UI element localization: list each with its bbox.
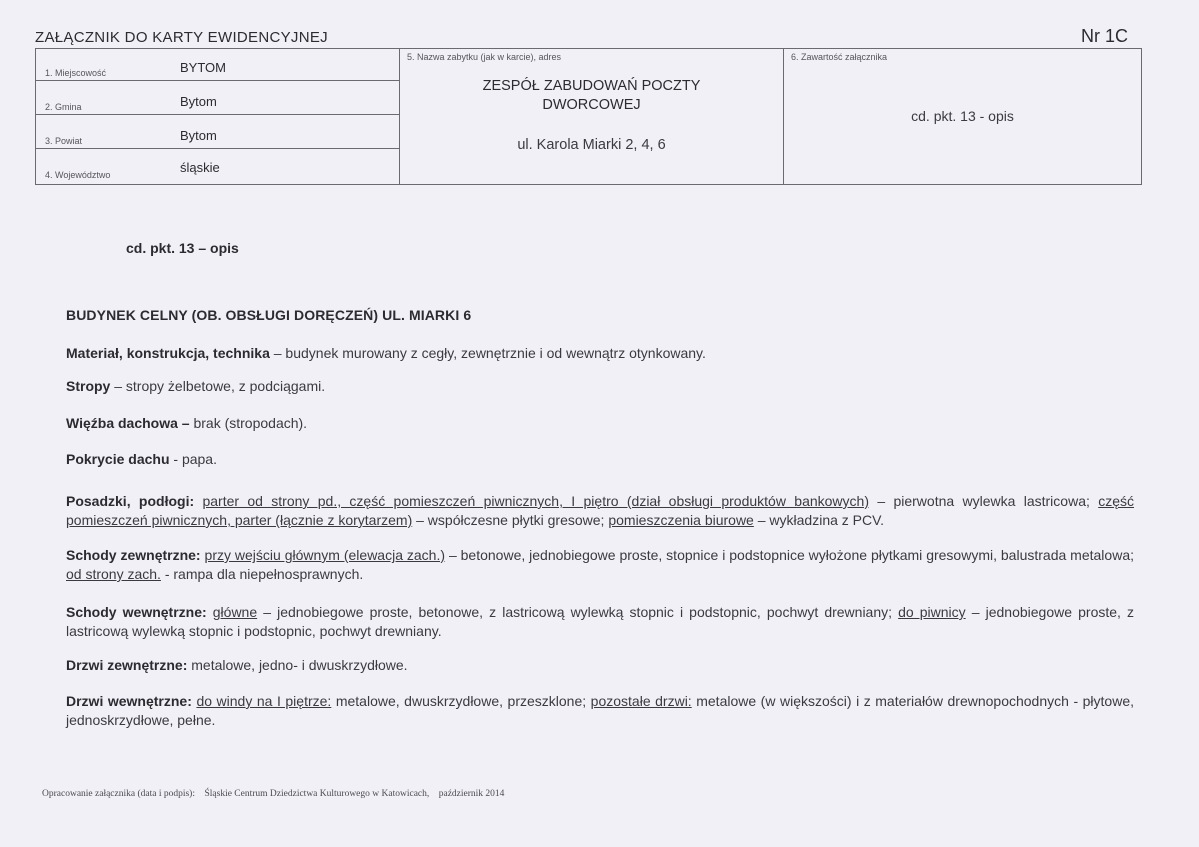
building-title: BUDYNEK CELNY (OB. OBSŁUGI DORĘCZEŃ) UL. MIARKI 6: [66, 307, 472, 323]
gmina-value: Bytom: [180, 94, 217, 109]
field-miejscowosc: [36, 49, 399, 81]
attachment-box: [784, 49, 1141, 184]
schody-zew-label: Schody zewnętrzne:: [66, 547, 201, 563]
card-title: ZAŁĄCZNIK DO KARTY EWIDENCYJNEJ: [35, 29, 328, 46]
monument-address: ul. Karola Miarki 2, 4, 6: [517, 137, 666, 153]
powiat-value: Bytom: [180, 128, 217, 143]
wojewodztwo-label: 4. Województwo: [45, 170, 111, 180]
drzwi-zew-text: metalowe, jedno- i dwuskrzydłowe.: [187, 657, 408, 673]
stropy-paragraph: [66, 377, 1134, 396]
section-reference: cd. pkt. 13 – opis: [126, 240, 239, 256]
stropy-text: – stropy żelbetowe, z podciągami.: [110, 378, 326, 394]
posadzki-paragraph: [66, 492, 1134, 530]
field-wojewodztwo: [36, 149, 399, 184]
posadzki-text-2: – współczesne płytki gresowe;: [412, 512, 609, 528]
monument-name: [400, 77, 783, 115]
attachment-label: 6. Zawartość załącznika: [791, 52, 888, 62]
drzwi-wew-text-1: metalowe, dwuskrzydłowe, przeszklone;: [331, 693, 591, 709]
header-table: [35, 48, 1142, 185]
monument-name-line1: ZESPÓŁ ZABUDOWAŃ POCZTY: [482, 78, 701, 94]
monument-name-line2: DWORCOWEJ: [542, 97, 641, 113]
stropy-label: Stropy: [66, 378, 111, 394]
schody-wew-text-2: – jednobiegowe proste, z lastricową wylewką stopnic i podstopnic, pochwyt drewniany.: [66, 604, 1134, 639]
drzwi-zew-paragraph: [66, 656, 1134, 675]
field-powiat: [36, 115, 399, 149]
posadzki-underlined-1: parter od strony pd., część pomieszczeń piwnicznych, I piętro (dział obsługi produktów bankowych): [202, 493, 869, 509]
pokrycie-label: Pokrycie dachu: [66, 451, 170, 467]
powiat-label: 3. Powiat: [45, 136, 83, 146]
drzwi-wew-underlined-2: pozostałe drzwi:: [590, 693, 692, 709]
schody-wew-underlined-1: główne: [212, 604, 258, 620]
posadzki-text-3: – wykładzina z PCV.: [753, 512, 885, 528]
schody-zew-text-2: - rampa dla niepełnosprawnych.: [160, 566, 364, 582]
drzwi-wew-text-2: metalowe (w większości) i z materiałów drewnopochodnych - płytowe, jednoskrzydłowe, pełne.: [66, 693, 1134, 728]
monument-box: [399, 49, 784, 184]
material-text: – budynek murowany z cegły, zewnętrznie i od wewnątrz otynkowany.: [269, 345, 706, 361]
wiezba-label: Więźba dachowa –: [66, 415, 190, 431]
schody-wew-underlined-2: do piwnicy: [898, 604, 966, 620]
miejscowosc-value: BYTOM: [180, 60, 226, 75]
material-paragraph: [66, 344, 1134, 363]
drzwi-wew-paragraph: [66, 692, 1134, 730]
footer-signature: Opracowanie załącznika (data i podpis): Śląskie Centrum Dziedzictwa Kulturowego w Katowicach, październik 2014: [42, 789, 505, 799]
drzwi-wew-underlined-1: do windy na I piętrze:: [196, 693, 332, 709]
wiezba-text: brak (stropodach).: [189, 415, 308, 431]
miejscowosc-label: 1. Miejscowość: [45, 68, 107, 78]
attachment-content: cd. pkt. 13 - opis: [911, 108, 1014, 124]
card-number: Nr 1C: [1081, 26, 1129, 46]
location-fields: [36, 49, 399, 184]
schody-wew-paragraph: [66, 603, 1134, 641]
drzwi-zew-label: Drzwi zewnętrzne:: [66, 657, 188, 673]
schody-wew-text-1: – jednobiegowe proste, betonowe, z lastricową wylewką stopnic i podstopnic, pochwyt drewniany;: [257, 604, 899, 620]
schody-wew-label: Schody wewnętrzne:: [66, 604, 207, 620]
schody-zew-underlined-1: przy wejściu głównym (elewacja zach.): [204, 547, 446, 563]
gmina-label: 2. Gmina: [45, 102, 82, 112]
wiezba-paragraph: [66, 414, 1134, 433]
posadzki-label: Posadzki, podłogi:: [66, 493, 195, 509]
wojewodztwo-value: śląskie: [180, 160, 220, 175]
schody-zew-paragraph: [66, 546, 1134, 584]
posadzki-underlined-3: pomieszczenia biurowe: [608, 512, 754, 528]
schody-zew-underlined-2: od strony zach.: [66, 566, 161, 582]
drzwi-wew-label: Drzwi wewnętrzne:: [66, 693, 192, 709]
posadzki-underlined-2: część pomieszczeń piwnicznych, parter (łącznie z korytarzem): [66, 493, 1134, 528]
schody-zew-text-1: – betonowe, jednobiegowe proste, stopnice i podstopnice wyłożone płytkami gresowymi, balustrada metalowa;: [445, 547, 1134, 563]
field-gmina: [36, 81, 399, 115]
posadzki-text-1: – pierwotna wylewka lastricowa;: [869, 493, 1099, 509]
pokrycie-text: - papa.: [169, 451, 217, 467]
pokrycie-paragraph: [66, 450, 1134, 469]
monument-label: 5. Nazwa zabytku (jak w karcie), adres: [407, 52, 562, 62]
material-label: Materiał, konstrukcja, technika: [66, 345, 270, 361]
